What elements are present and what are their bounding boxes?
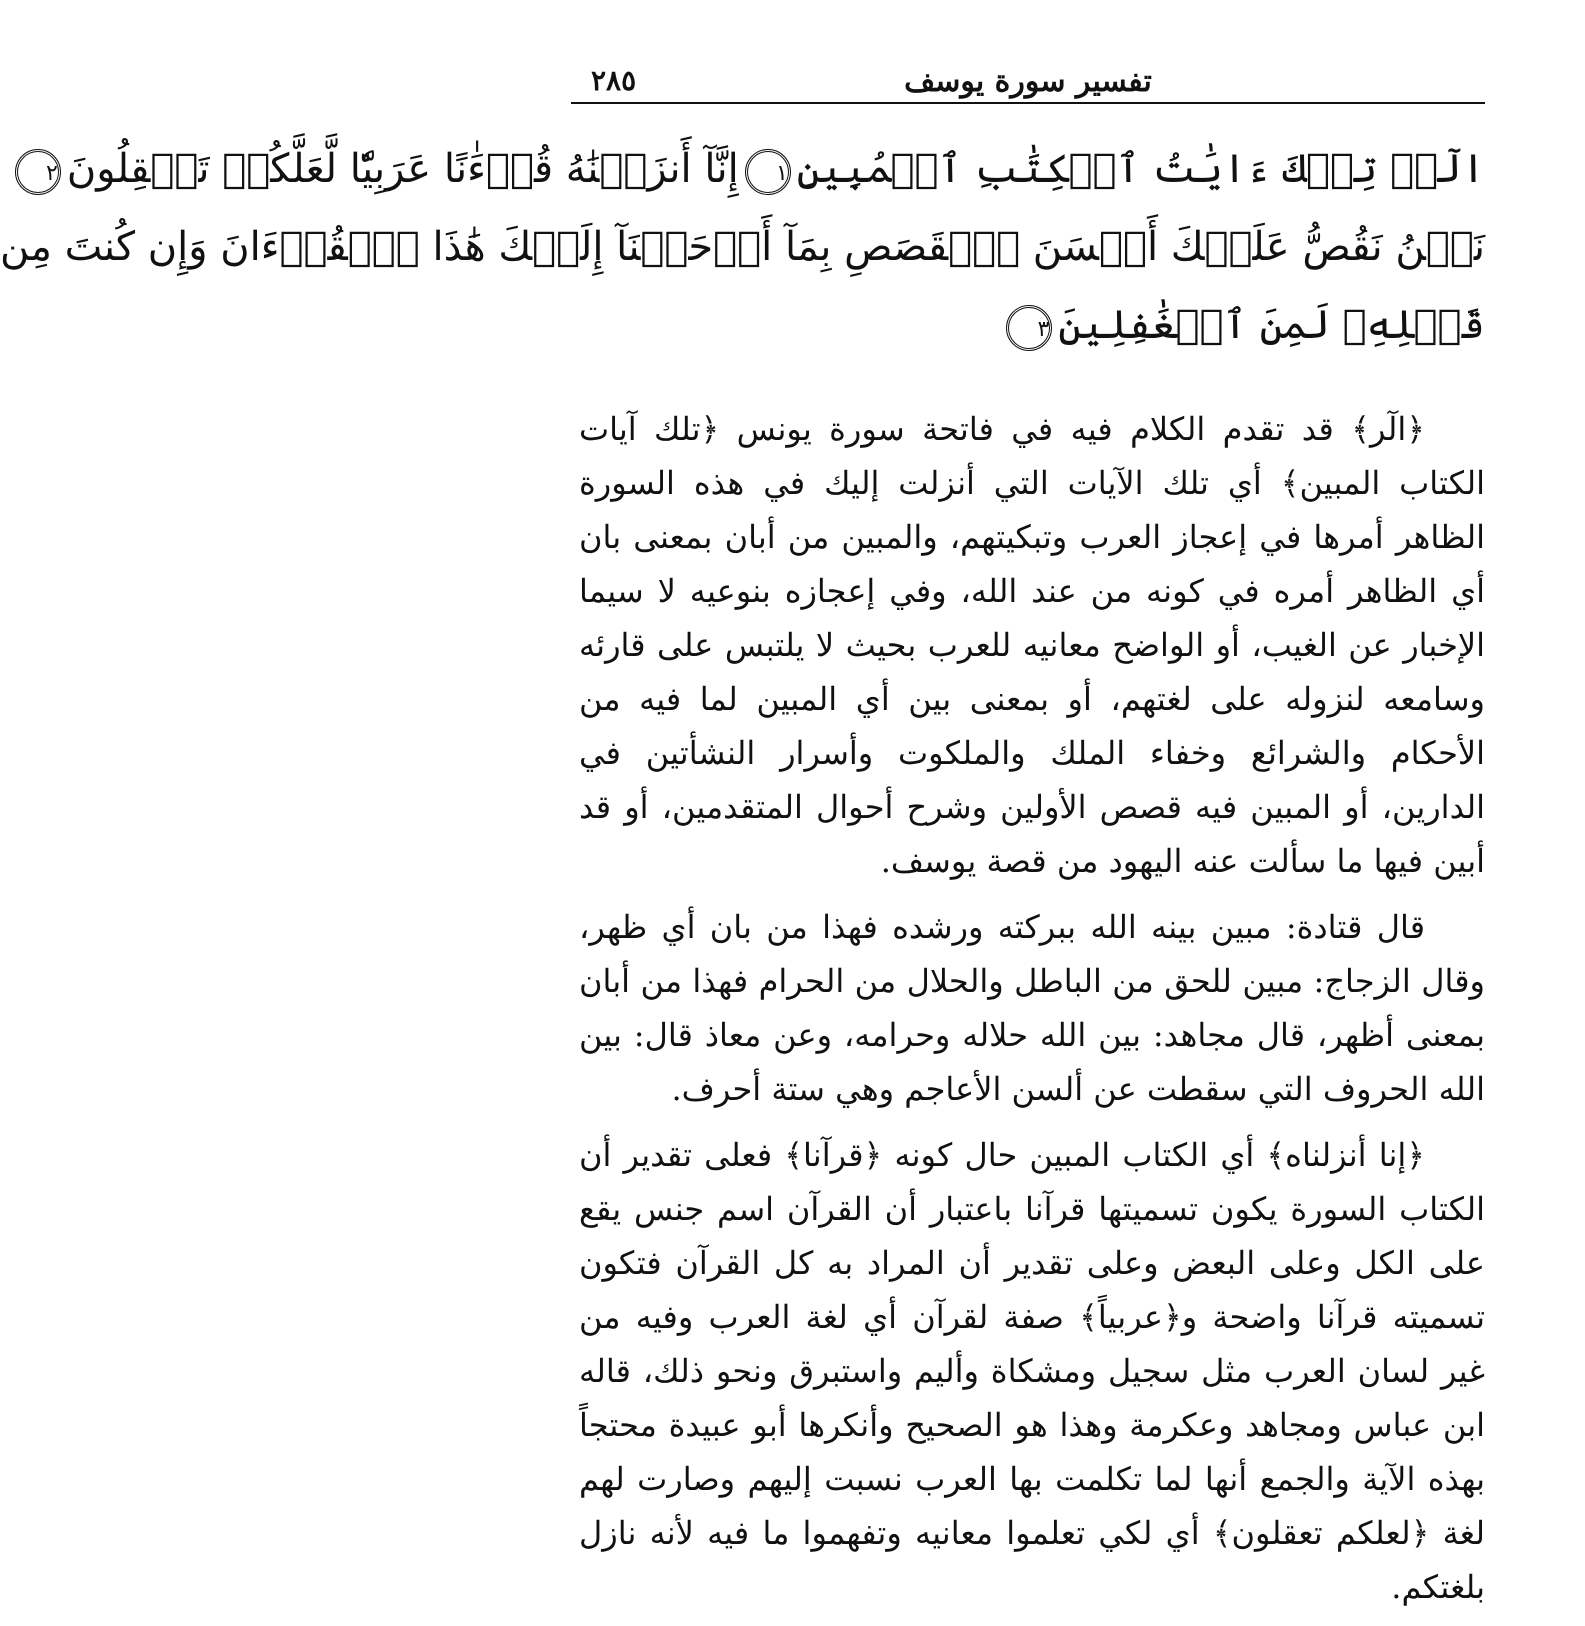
ayah-number-marker: ٣ [1006, 305, 1052, 351]
verse-text: إِنَّآ أَنزَلۡنَٰهُ قُرۡءَٰنًا عَرَبِيّٗا لَّعَلَّكُمۡ تَعۡقِلُونَ [66, 146, 739, 192]
commentary-paragraph: قال قتادة: مبين بينه الله ببركته ورشده فهذا من بان أي ظهر، وقال الزجاج: مبين للحق من الباطل والحلال من الحرام فهذا من أبان بمعنى أظهر، قال مجاهد: بين الله حلاله وحرامه، وعن معاذ قال: بين الله الحروف التي سقطت عن ألسن الأعاجم وهي ستة أحرف. [579, 908, 1485, 1108]
verse-line [579, 286, 1485, 364]
verse-text: نَحۡنُ نَقُصُّ عَلَيۡكَ أَحۡسَنَ ٱلۡقَصَصِ بِمَآ أَوۡحَيۡنَآ إِلَيۡكَ هَٰذَا ٱلۡقُرۡءَانَ وَإِن كُنتَ مِن [0, 224, 1485, 270]
verse-line [0, 208, 1485, 286]
verse-line [46, 130, 1485, 208]
header-rule [571, 102, 1485, 104]
verse-text: قَبۡلِهِۦ لَمِنَ ٱلۡغَٰفِلِينَ [1058, 302, 1485, 348]
commentary-paragraph: ﴿إنا أنزلناه﴾ أي الكتاب المبين حال كونه ﴿قرآنا﴾ فعلى تقدير أن الكتاب السورة يكون تسميتها قرآنا باعتبار أن القرآن اسم جنس يقع على الكل وعلى البعض وعلى تقدير أن المراد به كل القرآن فتكون تسميته قرآنا واضحة و﴿عربياً﴾ صفة لقرآن أي لغة العرب وفيه من غير لسان العرب مثل سجيل ومشكاة وأليم واستبرق ونحو ذلك، قاله ابن عباس ومجاهد وعكرمة وهذا هو الصحيح وأنكرها أبو عبيدة محتجاً بهذه الآية والجمع أنها لما تكلمت بها العرب نسبت إليهم وصارت لهم لغة ﴿لعلكم تعقلون﴾ أي لكي تعلموا معانيه وتفهموا ما فيه لأنه نازل بلغتكم. [579, 1136, 1485, 1606]
quran-verses [0, 130, 1485, 364]
verse-text: الٓرۚ تِلۡكَ ءَايَٰتُ ٱلۡكِتَٰبِ ٱلۡمُبِينِ [796, 146, 1485, 192]
running-title: تفسير سورة يوسف [904, 64, 1152, 99]
ayah-number-marker: ١ [745, 149, 791, 195]
page-header [571, 58, 1485, 104]
page-number: ٢٨٥ [591, 64, 637, 97]
commentary-paragraph: ﴿الٓر﴾ قد تقدم الكلام فيه في فاتحة سورة يونس ﴿تلك آيات الكتاب المبين﴾ أي تلك الآيات التي أنزلت إليك في هذه السورة الظاهر أمرها في إعجاز العرب وتبكيتهم، والمبين من أبان بمعنى بان أي الظاهر أمره في كونه من عند الله، وفي إعجازه بنوعيه لا سيما الإخبار عن الغيب، أو الواضح معانيه للعرب بحيث لا يلتبس على قارئه وسامعه لنزوله على لغتهم، أو بمعنى بين أي المبين لما فيه من الأحكام والشرائع وخفاء الملك والملكوت وأسرار النشأتين في الدارين، أو المبين فيه قصص الأولين وشرح أحوال المتقدمين، أو قد أبين فيها ما سألت عنه اليهود من قصة يوسف. [579, 410, 1486, 880]
commentary-text [579, 402, 1485, 1626]
ayah-number-marker: ٢ [15, 149, 61, 195]
